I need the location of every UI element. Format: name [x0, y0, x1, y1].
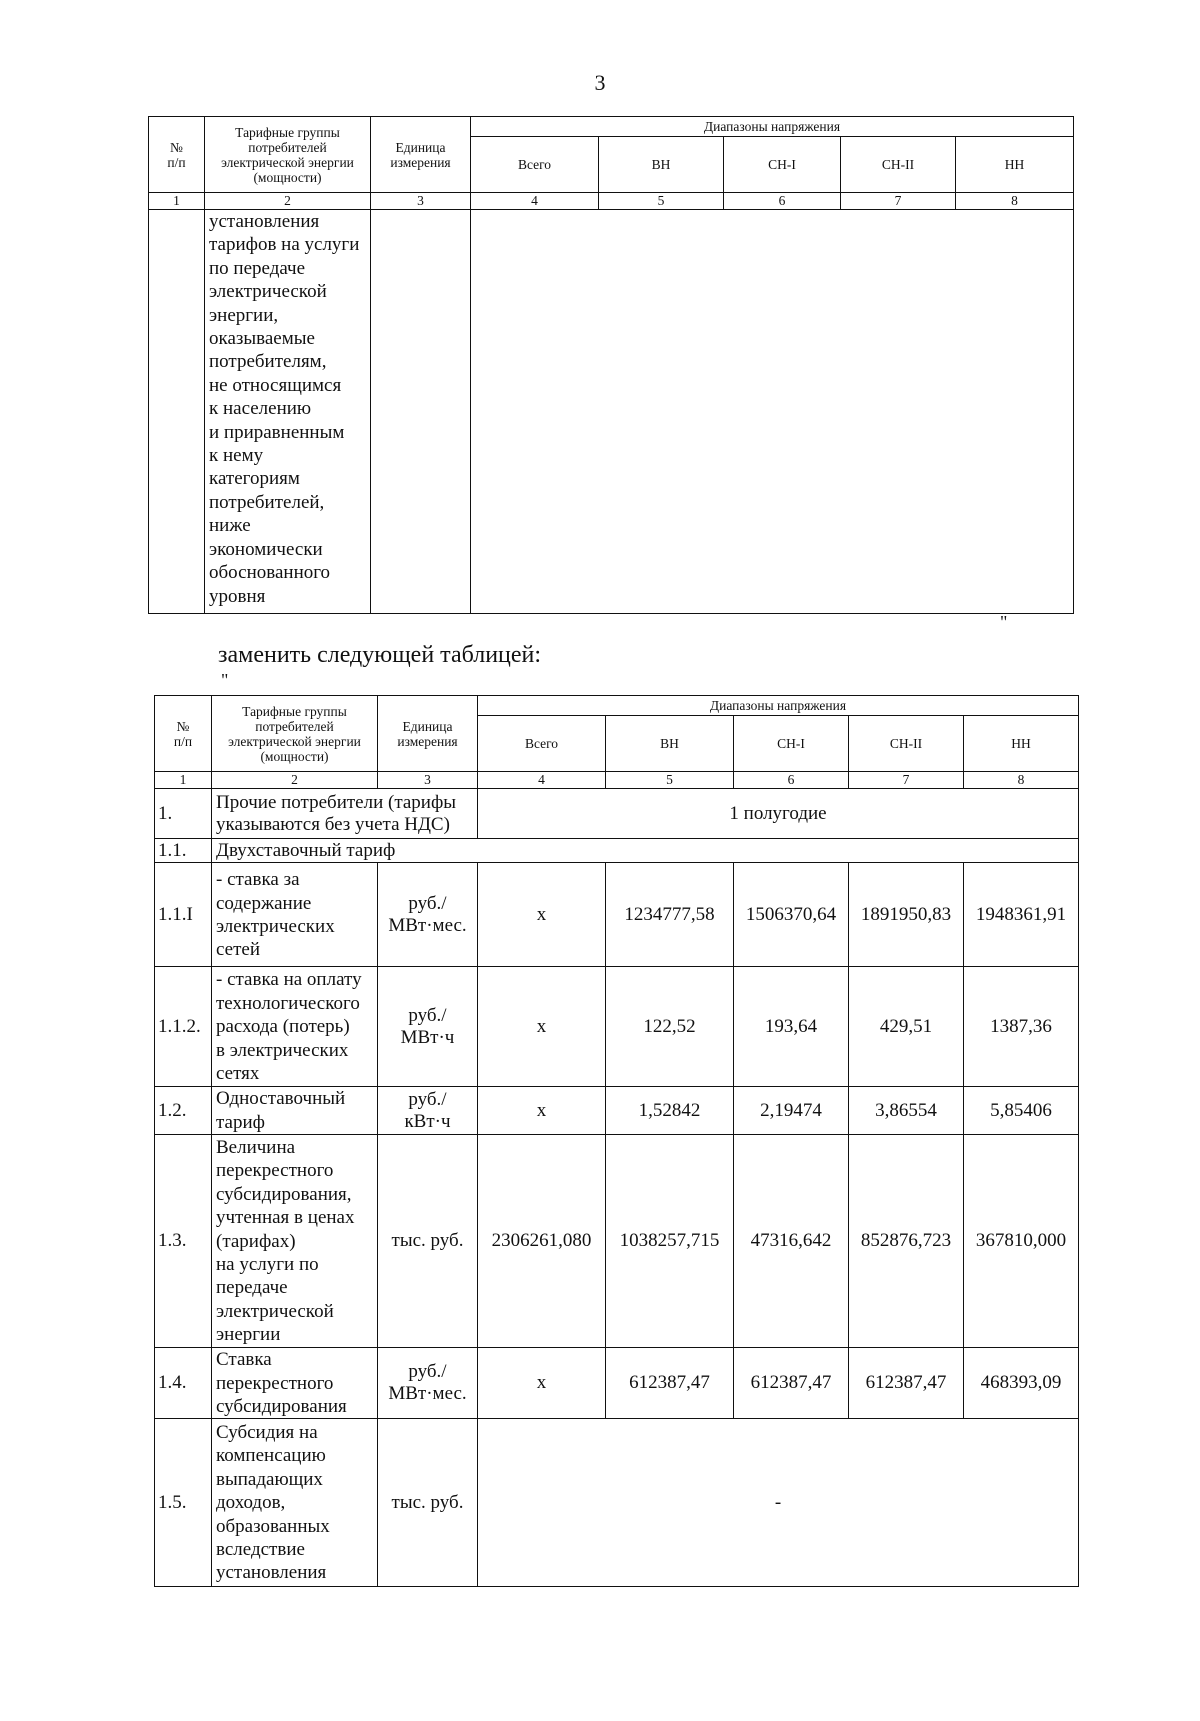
header-col-nn: НН — [964, 716, 1079, 772]
row-label: Величина перекрестного субсидирования, учтенная в ценах (тарифах) на услуги по передаче электрической энергии — [212, 1135, 378, 1348]
table-row — [155, 1348, 1079, 1419]
index-cell: 1 — [149, 193, 205, 210]
value-merged: - — [478, 1419, 1079, 1587]
period-cell: 1 полугодие — [478, 789, 1079, 839]
row-number: 1.2. — [155, 1087, 212, 1135]
closing-quote: " — [1000, 612, 1008, 632]
row-unit: руб./ МВт·мес. — [378, 1348, 478, 1419]
row-label: - ставка на оплату технологического расхода (потерь) в электрических сетях — [212, 967, 378, 1087]
row-number: 1.1.2. — [155, 967, 212, 1087]
index-cell: 1 — [155, 772, 212, 789]
header-tariff-group: Тарифные группы потребителей электрической энергии (мощности) — [212, 696, 378, 772]
value-nn: 1387,36 — [964, 967, 1079, 1087]
header-num: № п/п — [149, 117, 205, 193]
table-row — [155, 1087, 1079, 1135]
header-col-total: Всего — [471, 137, 599, 193]
row-label: Ставка перекрестного субсидирования — [212, 1348, 378, 1419]
index-cell: 6 — [734, 772, 849, 789]
page-number: 3 — [594, 70, 606, 95]
value-total: х — [478, 1348, 606, 1419]
value-nn: 1948361,91 — [964, 863, 1079, 967]
opening-quote: " — [221, 670, 229, 690]
index-cell: 3 — [371, 193, 471, 210]
value-vn: 1038257,715 — [606, 1135, 734, 1348]
value-sn1: 47316,642 — [734, 1135, 849, 1348]
header-col-nn: НН — [956, 137, 1074, 193]
header-col-vn: ВН — [599, 137, 724, 193]
value-total: х — [478, 1087, 606, 1135]
row-label: Субсидия на компенсацию выпадающих доходов, образованных вследствие установления — [212, 1419, 378, 1587]
table-row — [155, 967, 1079, 1087]
index-cell: 2 — [212, 772, 378, 789]
value-nn: 468393,09 — [964, 1348, 1079, 1419]
table-row — [155, 863, 1079, 967]
value-sn1: 612387,47 — [734, 1348, 849, 1419]
tariff-table-old — [148, 116, 1074, 614]
row-number: 1.1. — [155, 839, 212, 863]
continuation-text: установления тарифов на услуги по передаче электрической энергии, оказываемые потребителям, не относящимся к населению и приравненным к нему категориям потребителей, ниже экономически обоснованного уровня — [205, 210, 371, 614]
index-cell: 3 — [378, 772, 478, 789]
header-unit: Единица измерения — [378, 696, 478, 772]
value-nn: 5,85406 — [964, 1087, 1079, 1135]
row-unit: руб./ МВт·мес. — [378, 863, 478, 967]
empty-num-cell — [149, 210, 205, 614]
value-total: х — [478, 863, 606, 967]
value-sn2: 612387,47 — [849, 1348, 964, 1419]
index-cell: 8 — [956, 193, 1074, 210]
row-label: - ставка за содержание электрических сетей — [212, 863, 378, 967]
header-num: № п/п — [155, 696, 212, 772]
row-number: 1.4. — [155, 1348, 212, 1419]
row-unit: тыс. руб. — [378, 1419, 478, 1587]
index-cell: 5 — [599, 193, 724, 210]
tariff-table-new — [154, 695, 1079, 1587]
header-col-sn1: СН-I — [724, 137, 841, 193]
row-number: 1.3. — [155, 1135, 212, 1348]
value-sn2: 3,86554 — [849, 1087, 964, 1135]
row-number: 1. — [155, 789, 212, 839]
value-sn1: 1506370,64 — [734, 863, 849, 967]
header-voltage-ranges: Диапазоны напряжения — [471, 117, 1074, 137]
row-label: Прочие потребители (тарифы указываются без учета НДС) — [212, 789, 478, 839]
empty-values-cell — [471, 210, 1074, 614]
row-unit: тыс. руб. — [378, 1135, 478, 1348]
header-col-total: Всего — [478, 716, 606, 772]
empty-unit-cell — [371, 210, 471, 614]
header-col-vn: ВН — [606, 716, 734, 772]
value-sn2: 852876,723 — [849, 1135, 964, 1348]
index-cell: 4 — [471, 193, 599, 210]
header-unit: Единица измерения — [371, 117, 471, 193]
value-sn2: 1891950,83 — [849, 863, 964, 967]
row-unit: руб./ МВт·ч — [378, 967, 478, 1087]
value-vn: 1234777,58 — [606, 863, 734, 967]
index-cell: 4 — [478, 772, 606, 789]
table-row — [155, 839, 1079, 863]
row-label: Одноставочный тариф — [212, 1087, 378, 1135]
index-cell: 8 — [964, 772, 1079, 789]
index-cell: 2 — [205, 193, 371, 210]
header-col-sn1: СН-I — [734, 716, 849, 772]
value-vn: 1,52842 — [606, 1087, 734, 1135]
value-sn1: 2,19474 — [734, 1087, 849, 1135]
row-number: 1.5. — [155, 1419, 212, 1587]
table-row — [155, 1135, 1079, 1348]
value-total: 2306261,080 — [478, 1135, 606, 1348]
replace-instruction: заменить следующей таблицей: — [218, 642, 542, 668]
header-col-sn2: СН-II — [841, 137, 956, 193]
row-unit: руб./ кВт·ч — [378, 1087, 478, 1135]
index-cell: 7 — [849, 772, 964, 789]
value-vn: 122,52 — [606, 967, 734, 1087]
table-row — [155, 789, 1079, 839]
index-cell: 5 — [606, 772, 734, 789]
value-nn: 367810,000 — [964, 1135, 1079, 1348]
index-cell: 6 — [724, 193, 841, 210]
value-sn1: 193,64 — [734, 967, 849, 1087]
index-cell: 7 — [841, 193, 956, 210]
header-tariff-group: Тарифные группы потребителей электрической энергии (мощности) — [205, 117, 371, 193]
row-label: Двухставочный тариф — [212, 839, 1079, 863]
header-col-sn2: СН-II — [849, 716, 964, 772]
value-vn: 612387,47 — [606, 1348, 734, 1419]
header-voltage-ranges: Диапазоны напряжения — [478, 696, 1079, 716]
value-sn2: 429,51 — [849, 967, 964, 1087]
value-total: х — [478, 967, 606, 1087]
table-row — [155, 1419, 1079, 1587]
row-number: 1.1.I — [155, 863, 212, 967]
